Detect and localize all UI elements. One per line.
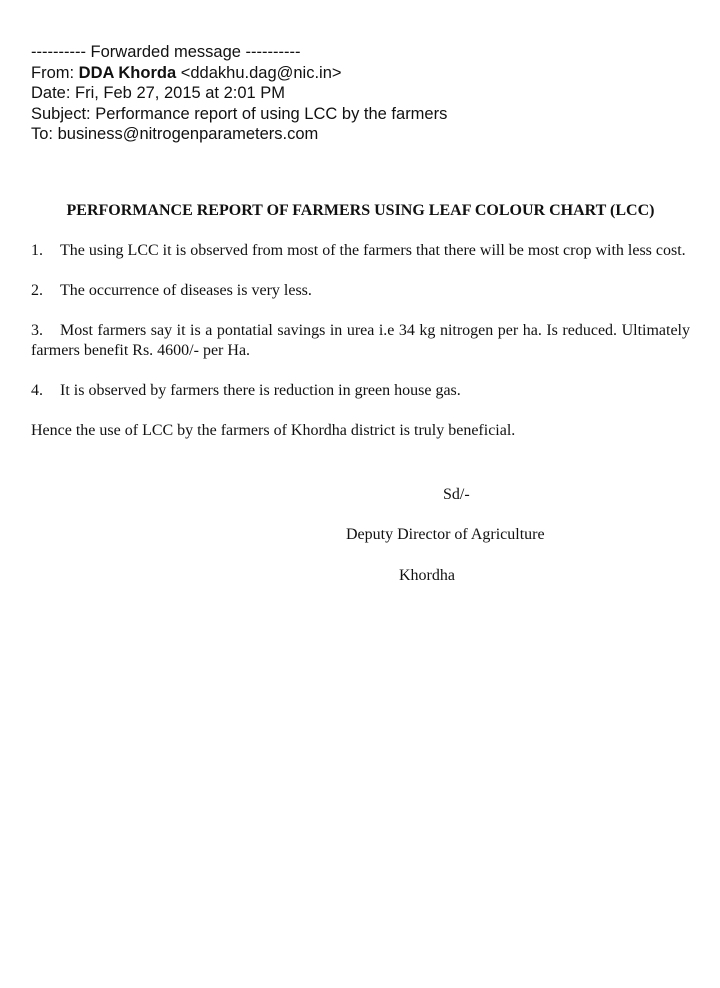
from-line bbox=[31, 63, 447, 84]
report-conclusion: Hence the use of LCC by the farmers of Khordha district is truly beneficial. bbox=[31, 422, 516, 439]
report-point-3 bbox=[31, 321, 690, 361]
subject-line: Subject: Performance report of using LCC by the farmers bbox=[31, 104, 448, 123]
email-header bbox=[31, 42, 447, 145]
point-text: The occurrence of diseases is very less. bbox=[60, 282, 312, 299]
point-text: Most farmers say it is a pontatial savings in urea i.e 34 kg nitrogen per ha. Is reduced. Ultimately farmers benefit Rs. 4600/- per Ha. bbox=[31, 322, 690, 359]
forwarded-line: ---------- Forwarded message ---------- bbox=[31, 43, 301, 61]
report-body bbox=[31, 201, 690, 461]
report-point-1 bbox=[31, 241, 690, 261]
point-number: 1. bbox=[31, 242, 43, 259]
point-number: 4. bbox=[31, 382, 43, 399]
signature-sd: Sd/- bbox=[443, 486, 470, 503]
to-line[interactable]: To: business@nitrogenparameters.com bbox=[31, 125, 319, 143]
point-text: It is observed by farmers there is reduction in green house gas. bbox=[60, 382, 461, 399]
sender-address[interactable]: <ddakhu.dag@nic.in> bbox=[176, 63, 342, 82]
report-point-2 bbox=[31, 281, 690, 301]
point-number: 3. bbox=[31, 322, 43, 339]
point-number: 2. bbox=[31, 282, 43, 299]
report-title: PERFORMANCE REPORT OF FARMERS USING LEAF COLOUR CHART (LCC) bbox=[66, 202, 655, 219]
report-point-4 bbox=[31, 381, 690, 401]
point-text: The using LCC it is observed from most of the farmers that there will be most crop with less cost. bbox=[60, 242, 686, 259]
sender-name: DDA Khorda bbox=[78, 63, 177, 82]
from-label: From: bbox=[31, 63, 79, 82]
signature-title: Deputy Director of Agriculture bbox=[346, 526, 545, 543]
date-line: Date: Fri, Feb 27, 2015 at 2:01 PM bbox=[31, 84, 286, 102]
signature-place: Khordha bbox=[399, 567, 455, 584]
